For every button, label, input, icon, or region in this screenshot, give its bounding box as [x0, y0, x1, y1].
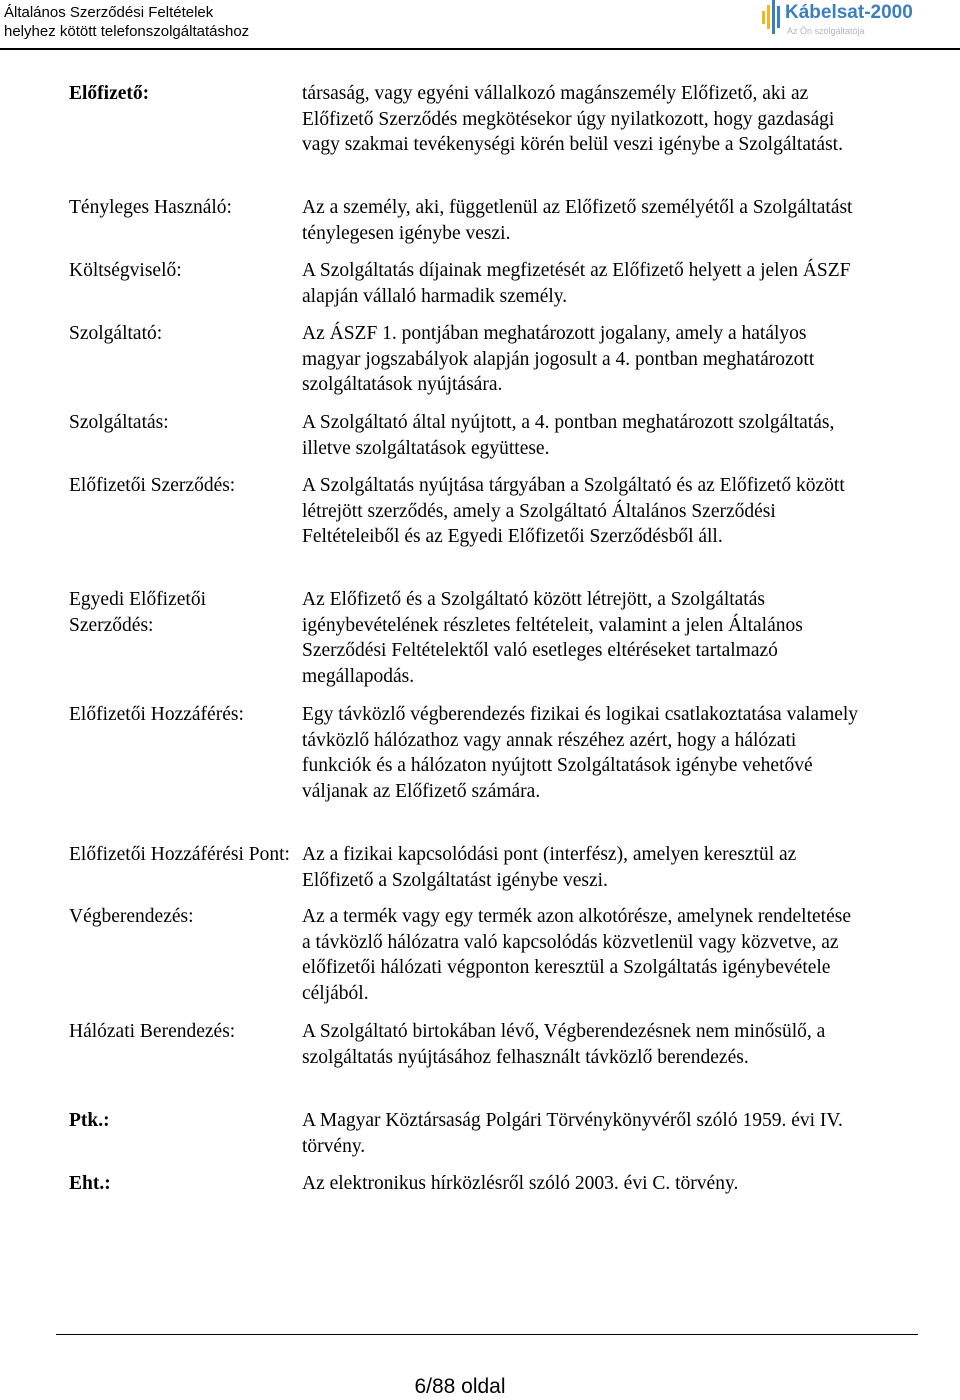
definition-term: Végberendezés: — [69, 906, 194, 927]
definition-term: Tényleges Használó: — [69, 197, 232, 218]
header-divider — [0, 48, 960, 50]
definition-text: A Szolgáltatás díjainak megfizetését az Előfizető helyett a jelen ÁSZF alapján vállaló harmadik személy. — [302, 260, 851, 307]
definition-text: A Szolgáltató által nyújtott, a 4. pontban meghatározott szolgáltatás, illetve szolgáltatások együttese. — [302, 412, 835, 459]
page-header — [0, 0, 960, 48]
definition-text: A Szolgáltatás nyújtása tárgyában a Szolgáltató és az Előfizető között létrejött szerződés, amely a Szolgáltató Általános Szerződési Feltételeiből és az Egyedi Előfizetői Szerződésből áll. — [302, 475, 845, 547]
definition-term: Előfizető: — [69, 83, 150, 104]
definition-text: Az Előfizető és a Szolgáltató között létrejött, a Szolgáltatás igénybevételének részletes feltételeit, valamint a jelen Általános Szerződési Feltételektől való esetleges eltéréseket tartalmazó megállapodás. — [302, 589, 803, 687]
definition-term: Egyedi Előfizetői Szerződés: — [69, 589, 206, 636]
kabelsat-logo — [760, 0, 956, 42]
definition-text: Az ÁSZF 1. pontjában meghatározott jogalany, amely a hatályos magyar jogszabályok alapján jogosult a 4. pontban meghatározott szolgáltatások nyújtására. — [302, 323, 815, 395]
definition-term: Eht.: — [69, 1173, 111, 1194]
logo-name: Kábelsat-2000 — [785, 2, 913, 23]
definition-term: Előfizetői Szerződés: — [69, 475, 236, 496]
definition-text: Az a fizikai kapcsolódási pont (interfész), amelyen keresztül az Előfizető a Szolgáltatást igénybe veszi. — [302, 844, 797, 891]
document-title-line-1: Általános Szerződési Feltételek — [4, 4, 214, 21]
logo-tagline: Az Ön szolgáltatója — [787, 26, 865, 36]
page-number: 6/88 oldal — [414, 1375, 506, 1398]
definition-term: Előfizetői Hozzáférési Pont: — [69, 844, 290, 865]
definition-text: A Szolgáltató birtokában lévő, Végberendezésnek nem minősülő, a szolgáltatás nyújtásához felhasznált távközlő berendezés. — [302, 1021, 826, 1068]
document-title — [4, 3, 249, 41]
definition-text: Az a termék vagy egy termék azon alkotórésze, amelynek rendeltetése a távközlő hálózatra való kapcsolódás közvetlenül vagy közvetve, az előfizetői hálózati végponton keresztül a Szolgáltatás igénybevétele céljából. — [302, 906, 851, 1004]
footer-divider — [56, 1334, 918, 1335]
definition-text: társaság, vagy egyéni vállalkozó magánszemély Előfizető, aki az Előfizető Szerződés megkötésekor úgy nyilatkozott, hogy gazdasági vagy szakmai tevékenységi körén belül veszi igénybe a Szolgáltatást. — [302, 83, 843, 155]
definition-term: Hálózati Berendezés: — [69, 1021, 236, 1042]
definition-term: Szolgáltató: — [69, 323, 163, 344]
kabelsat-logo-icon — [760, 0, 784, 42]
definition-term: Ptk.: — [69, 1110, 110, 1131]
definition-text: Az a személy, aki, függetlenül az Előfizető személyétől a Szolgáltatást ténylegesen igénybe veszi. — [302, 197, 853, 244]
definition-term: Előfizetői Hozzáférés: — [69, 704, 244, 725]
definition-term: Szolgáltatás: — [69, 412, 169, 433]
document-title-line-2: helyhez kötött telefonszolgáltatáshoz — [4, 23, 250, 40]
definition-text: Egy távközlő végberendezés fizikai és logikai csatlakoztatása valamely távközlő hálózathoz vagy annak részéhez azért, hogy a hálózati funkciók és a hálózaton nyújtott Szolgáltatások igénybe vehetővé váljanak az Előfizető számára. — [302, 704, 859, 802]
definition-text: Az elektronikus hírközlésről szóló 2003. évi C. törvény. — [302, 1173, 739, 1194]
definition-term: Költségviselő: — [69, 260, 182, 281]
definition-text: A Magyar Köztársaság Polgári Törvénykönyvéről szóló 1959. évi IV. törvény. — [302, 1110, 843, 1157]
